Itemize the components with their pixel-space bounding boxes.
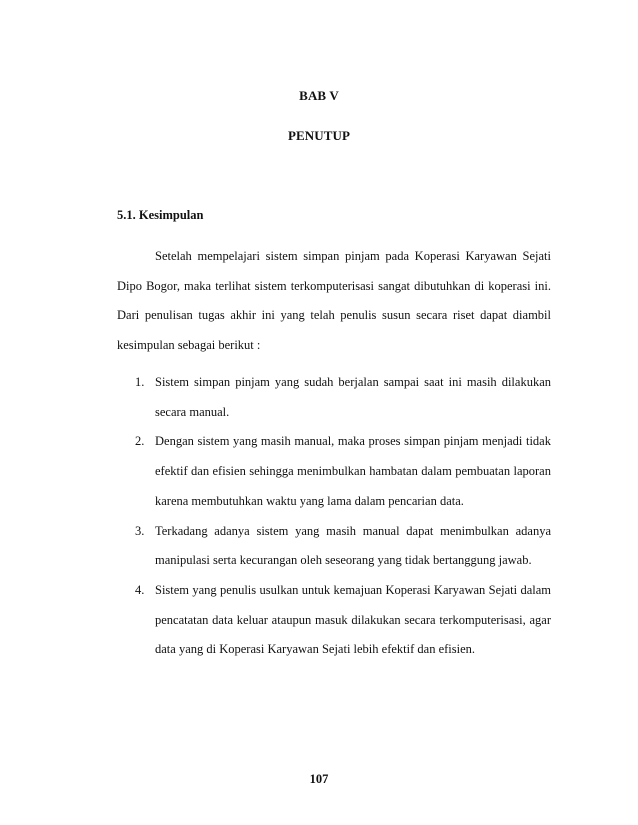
list-item-number: 4. xyxy=(135,582,145,597)
list-item xyxy=(117,368,551,427)
list-item-number: 1. xyxy=(135,375,145,389)
chapter-title: PENUTUP xyxy=(287,128,351,143)
list-item-text: Sistem simpan pinjam yang sudah berjalan sampai saat ini masih dilakukan secara manual. xyxy=(155,375,551,419)
list-item-text: Sistem yang penulis usulkan untuk kemajuan Koperasi Karyawan Sejati dalam pencatatan data keluar ataupun masuk dilakukan secara terkomputerisasi, agar data yang di Koperasi Karyawan Sejati lebih efektif dan efisien. xyxy=(155,582,551,657)
list-item xyxy=(117,517,551,576)
page-number: 107 xyxy=(309,772,329,786)
chapter-number: BAB V xyxy=(299,88,339,103)
section-paragraph: Setelah mempelajari sistem simpan pinjam pada Koperasi Karyawan Sejati Dipo Bogor, maka terlihat sistem terkomputerisasi sangat dibutuhkan di koperasi ini. Dari penulisan tugas akhir ini yang telah penulis susun secara riset dapat diambil kesimpulan sebagai berikut : xyxy=(117,249,551,353)
list-item-number: 3. xyxy=(135,523,145,538)
section-heading: 5.1. Kesimpulan xyxy=(117,208,204,222)
list-item-number: 2. xyxy=(135,434,145,449)
list-item-text: Terkadang adanya sistem yang masih manual dapat menimbulkan adanya manipulasi serta kecurangan oleh seseorang yang tidak bertanggung jawab. xyxy=(155,523,551,568)
list-item xyxy=(117,576,551,665)
list-item-text: Dengan sistem yang masih manual, maka proses simpan pinjam menjadi tidak efektif dan efisien sehingga menimbulkan hambatan dalam pembuatan laporan karena membutuhkan waktu yang lama dalam pencarian data. xyxy=(155,434,551,508)
conclusion-list xyxy=(117,368,551,665)
list-item xyxy=(117,427,551,516)
